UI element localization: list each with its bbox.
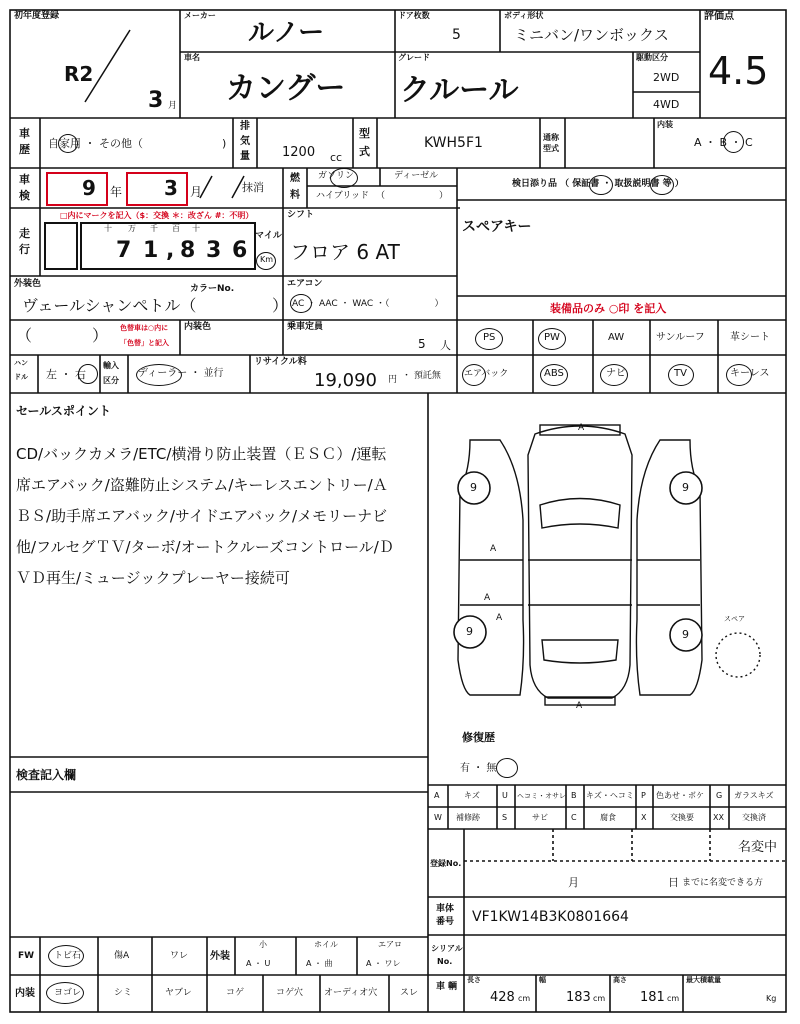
- recycle-unit: 円: [388, 375, 398, 385]
- ext-wheel-label: ホイル: [314, 940, 338, 949]
- legend-x-code: X: [641, 813, 647, 822]
- equip-tv: TV: [674, 368, 687, 379]
- equip-navi-circle: [600, 364, 628, 386]
- equip-leather: 革シート: [730, 332, 770, 343]
- equip-abs: ABS: [544, 368, 564, 379]
- mileage-unit-man: 万: [128, 224, 136, 233]
- legend-s-code: S: [502, 813, 508, 822]
- first-reg-month: 3: [148, 88, 164, 113]
- mileage-label-1: 走: [19, 227, 30, 240]
- equip-keyless-circle: [726, 364, 752, 386]
- legend-g-code: G: [716, 791, 723, 800]
- grade-label: グレード: [398, 53, 430, 62]
- name-change: 名変中: [738, 840, 778, 855]
- inspection-year: 9: [82, 176, 96, 200]
- aircon-label: エアコン: [287, 279, 323, 289]
- fw-item-stone-chip: トビ石: [54, 951, 82, 961]
- equip-ps: PS: [483, 332, 496, 343]
- handle-label-2: ドル: [14, 373, 28, 381]
- legend-g-desc: ガラスキズ: [734, 791, 774, 800]
- color-change-open: （: [16, 326, 33, 345]
- diagram-mark-left-bottom: A: [496, 613, 503, 623]
- recycle-label: リサイクル料: [254, 357, 307, 367]
- inspection-notes-label: 検査記入欄: [16, 768, 77, 782]
- dims-height-label: 高さ: [613, 976, 627, 984]
- color-change-note-1: 色替車は○内に: [120, 324, 169, 332]
- repair-label: 修復歴: [462, 731, 495, 744]
- spare-label: スペア: [724, 615, 745, 623]
- equip-ps-circle: [475, 328, 503, 350]
- capacity-unit: 人: [440, 339, 451, 352]
- inspection-label-2: 検: [19, 189, 30, 202]
- shift-label: シフト: [287, 210, 315, 220]
- capacity-label: 乗車定員: [287, 322, 324, 332]
- equip-pw-circle: [538, 328, 566, 350]
- tire-rear-left: 9: [466, 625, 473, 638]
- diagram-mark-left-front: A: [490, 544, 497, 554]
- drive-label: 駆動区分: [636, 53, 668, 62]
- legend-s-desc: サビ: [532, 813, 548, 822]
- legend-a-code: A: [434, 791, 440, 800]
- fw-label: FW: [18, 951, 35, 961]
- first-reg-year: R2: [64, 62, 94, 86]
- car-name-value: カングー: [226, 71, 346, 106]
- sales-points-label: セールスポイント: [16, 404, 111, 418]
- color-close: ）: [272, 296, 289, 315]
- drive-4wd: 4WD: [653, 98, 680, 111]
- int-item-burn: コゲ: [226, 988, 245, 998]
- grade-value: クルール: [400, 73, 519, 108]
- import-label-1: 輸入: [103, 361, 119, 370]
- displacement-value: 1200: [282, 145, 316, 160]
- fw-item-scratch: 傷A: [114, 951, 130, 961]
- legend-a-desc: キズ: [464, 791, 480, 800]
- sales-line-5: ＶＤ再生/ミュージックプレーヤー接続可: [16, 569, 290, 587]
- tire-rear-right: 9: [682, 628, 689, 641]
- score-value: 4.5: [708, 49, 769, 93]
- handle-label-1: ハン: [14, 359, 28, 367]
- displacement-label-2: 気: [240, 136, 250, 147]
- displacement-label-1: 排: [240, 121, 250, 132]
- model-label-1: 型: [359, 127, 370, 140]
- int-item-stain: シミ: [114, 988, 133, 998]
- equip-navi: ナビ: [606, 368, 626, 379]
- car-name-label: 車名: [184, 53, 200, 62]
- maker-value: ルノー: [248, 18, 325, 48]
- color-change-note-2: 「色替」と記入: [120, 339, 169, 347]
- mileage-km-circle: [256, 252, 276, 270]
- equip-airbag-circle: [462, 364, 486, 386]
- fw-item-crack: ワレ: [170, 951, 189, 961]
- inspection-month: 3: [164, 176, 178, 200]
- mileage-digit-4: 3: [206, 238, 222, 263]
- dims-height: 181: [640, 990, 665, 1005]
- vin-label-1: 車体: [436, 904, 455, 914]
- serial-label-1: シリアル: [431, 944, 463, 953]
- doors-label: ドア枚数: [398, 11, 430, 20]
- dims-label-1: 車: [436, 982, 446, 992]
- displacement-unit: cc: [330, 151, 343, 164]
- equip-abs-circle: [540, 364, 568, 386]
- dims-width-unit: cm: [593, 994, 606, 1003]
- aircon-value: AC ・ AAC ・ WAC ・（ ）: [292, 299, 444, 309]
- doors-value: 5: [452, 27, 461, 43]
- sales-line-1: CD/バックカメラ/ETC/横滑り防止装置（ＥＳＣ）/運転: [16, 445, 387, 463]
- color-code-label: カラーNo.: [190, 284, 235, 294]
- legend-c-code: C: [571, 813, 577, 822]
- legend-xx-code: XX: [713, 813, 724, 822]
- ext-wheel-value: A ・ 曲: [306, 959, 333, 968]
- mileage-note: □内にマークを記入（$：交換 ＊：改ざん #：不明）: [60, 211, 254, 220]
- fuel-gasoline: ガソリン: [318, 171, 355, 181]
- car-diagram: [458, 425, 702, 705]
- recycle-value: 19,090: [314, 370, 377, 391]
- dims-label-2: 輌: [448, 982, 458, 992]
- legend-b-desc: キズ・ヘコミ: [586, 791, 634, 800]
- equip-heading: 装備品のみ ○印 を記入: [550, 302, 667, 315]
- ext-small-label: 小: [259, 940, 267, 949]
- dims-height-unit: cm: [667, 994, 680, 1003]
- fuel-circle-mark: [330, 168, 358, 188]
- legend-u-code: U: [502, 791, 508, 800]
- dims-width-label: 幅: [539, 976, 546, 984]
- handle-value: 左 ・ 右: [46, 368, 86, 381]
- deadline-text: までに名変できる方: [682, 878, 764, 888]
- docs-warranty-circle: [589, 175, 613, 195]
- ext-aero-label: エアロ: [378, 940, 402, 949]
- inspection-year-box: [46, 172, 108, 206]
- deadline-month: 月: [568, 876, 579, 889]
- shift-value: フロア 6 AT: [290, 240, 400, 264]
- mileage-digit-3: 8: [180, 238, 196, 263]
- legend-b-code: B: [571, 791, 577, 800]
- fuel-diesel: ディーゼル: [394, 171, 439, 181]
- interior-circle-mark: [723, 131, 744, 153]
- legend-p-code: P: [641, 791, 646, 800]
- mileage-unit-hyaku: 百: [172, 224, 180, 233]
- history-label-2: 歴: [19, 143, 30, 156]
- vin-label-2: 番号: [436, 917, 455, 927]
- legend-xx-desc: 交換済: [742, 813, 766, 822]
- mileage-km: Km: [260, 255, 274, 264]
- repair-circle: [496, 758, 518, 778]
- equip-airbag: エアバック: [464, 369, 509, 379]
- legend-u-desc: ヘコミ・オサレ: [517, 792, 566, 800]
- inspection-erase: 抹消: [242, 181, 264, 194]
- equip-aw: AW: [608, 332, 625, 343]
- ext-aero-value: A ・ ワレ: [366, 959, 401, 968]
- legend-p-desc: 色あせ・ボケ: [656, 791, 704, 800]
- history-label-1: 車: [19, 127, 30, 140]
- displacement-label-3: 量: [240, 151, 250, 162]
- body-type-value: ミニバン/ワンボックス: [514, 26, 669, 44]
- dims-length-unit: cm: [518, 994, 531, 1003]
- equip-keyless: キーレス: [730, 368, 770, 379]
- legend-w-code: W: [434, 813, 442, 822]
- equip-pw: PW: [544, 332, 560, 343]
- equip-tv-circle: [668, 364, 694, 386]
- fw-stone-chip-circle: [48, 945, 84, 967]
- serial-label-2: No.: [437, 957, 453, 966]
- fuel-label-1: 燃: [290, 173, 300, 184]
- inspection-month-suffix: 月: [190, 185, 203, 199]
- type-code-label-2: 型式: [543, 144, 559, 153]
- mileage-unit-10man: 十: [104, 224, 112, 233]
- model-label-2: 式: [359, 145, 370, 158]
- int-item-tear: ヤブレ: [165, 988, 192, 998]
- body-type-label: ボディ形状: [504, 11, 544, 20]
- diagram-mark-rear: A: [576, 701, 583, 711]
- docs-manual-circle: [650, 175, 674, 195]
- aircon-circle: [290, 294, 312, 313]
- interior-value: A ・ B ・ C: [694, 136, 753, 149]
- int-item-burn-hole: コゲ穴: [276, 988, 304, 998]
- tire-front-left: 9: [470, 481, 477, 494]
- interior-color-label: 内装色: [184, 322, 212, 332]
- drive-2wd: 2WD: [653, 71, 680, 84]
- history-value: 自家用 ・ その他（: [48, 137, 143, 150]
- first-reg-month-suffix: 月: [168, 101, 178, 111]
- repair-value: 有 ・ 無: [460, 763, 497, 774]
- import-label-2: 区分: [103, 376, 119, 385]
- dims-weight-unit: Kg: [766, 994, 777, 1003]
- int-item-audio-hole: オーディオ穴: [324, 988, 378, 998]
- equip-sunroof: サンルーフ: [656, 332, 705, 343]
- fuel-label-2: 料: [290, 190, 300, 201]
- ext-label: 外装: [210, 951, 230, 962]
- inspection-label-1: 車: [19, 173, 30, 186]
- fuel-hybrid: ハイブリッド: [316, 191, 370, 201]
- int-item-dirt: ヨゴレ: [54, 988, 82, 998]
- color-change-close: ）: [92, 326, 109, 345]
- registration-label: 登録No.: [430, 859, 462, 868]
- maker-label: メーカー: [184, 11, 216, 20]
- color-value: ヴェールシャンペトル（: [22, 296, 197, 315]
- int-item-rub: スレ: [400, 988, 419, 998]
- mileage-comma: ,: [166, 238, 175, 263]
- sales-line-2: 席エアバック/盗難防止システム/キーレスエントリー/Ａ: [16, 476, 388, 494]
- sales-line-3: ＢＳ/助手席エアバック/サイドエアバック/メモリーナビ: [16, 507, 388, 525]
- import-circle: [136, 364, 182, 386]
- sales-line-4: 他/フルセグＴＶ/ターボ/オートクルーズコントロール/Ｄ: [16, 538, 394, 556]
- dims-width: 183: [566, 990, 591, 1005]
- inspection-year-suffix: 年: [110, 185, 123, 199]
- legend-x-desc: 交換要: [670, 813, 694, 822]
- model-value: KWH5F1: [424, 135, 483, 151]
- history-close: ): [222, 137, 227, 150]
- ext-small-value: A ・ U: [246, 959, 271, 968]
- diagram-mark-left-rear: A: [484, 593, 491, 603]
- score-label: 評価点: [704, 11, 734, 22]
- legend-w-desc: 補修跡: [456, 813, 480, 822]
- first-reg-label: 初年度登録: [14, 11, 60, 21]
- mileage-label-2: 行: [19, 243, 30, 256]
- notes-value: スペアキー: [462, 219, 532, 235]
- type-code-label-1: 通称: [543, 133, 559, 142]
- vin-value: VF1KW14B3K0801664: [472, 909, 629, 925]
- history-circle-mark: [58, 134, 78, 153]
- inspection-month-box: [126, 172, 188, 206]
- capacity-value: 5: [418, 337, 426, 351]
- import-value: ディーラー ・ 並行: [138, 368, 224, 379]
- legend-c-desc: 腐食: [600, 813, 616, 822]
- documents-text: 検日添り品 （ 保証書 ・ 取扱説明書 等 ）: [512, 179, 684, 189]
- deadline-day: 日: [668, 876, 679, 889]
- mileage-digit-2: 1: [143, 238, 159, 263]
- mileage-mile: マイル: [255, 231, 282, 241]
- interior-label: 内装: [657, 120, 673, 129]
- mileage-unit-sen: 千: [150, 224, 158, 233]
- mileage-box-0: [44, 222, 78, 270]
- dims-length-label: 長さ: [467, 976, 481, 984]
- color-label: 外装色: [14, 279, 42, 289]
- dims-length: 428: [490, 990, 515, 1005]
- mileage-unit-juu: 十: [192, 224, 200, 233]
- diagram-mark-front: A: [578, 423, 585, 433]
- mileage-digit-1: 7: [116, 238, 132, 263]
- mileage-digit-5: 6: [232, 238, 248, 263]
- handle-circle: [78, 364, 98, 384]
- fuel-paren: （ ）: [376, 191, 449, 201]
- tire-front-right: 9: [682, 481, 689, 494]
- int-dirt-circle: [46, 982, 84, 1004]
- int-label: 内装: [15, 988, 35, 999]
- recycle-deposit: ・ 預託無: [402, 371, 441, 381]
- dims-weight-label: 最大積載量: [686, 976, 721, 984]
